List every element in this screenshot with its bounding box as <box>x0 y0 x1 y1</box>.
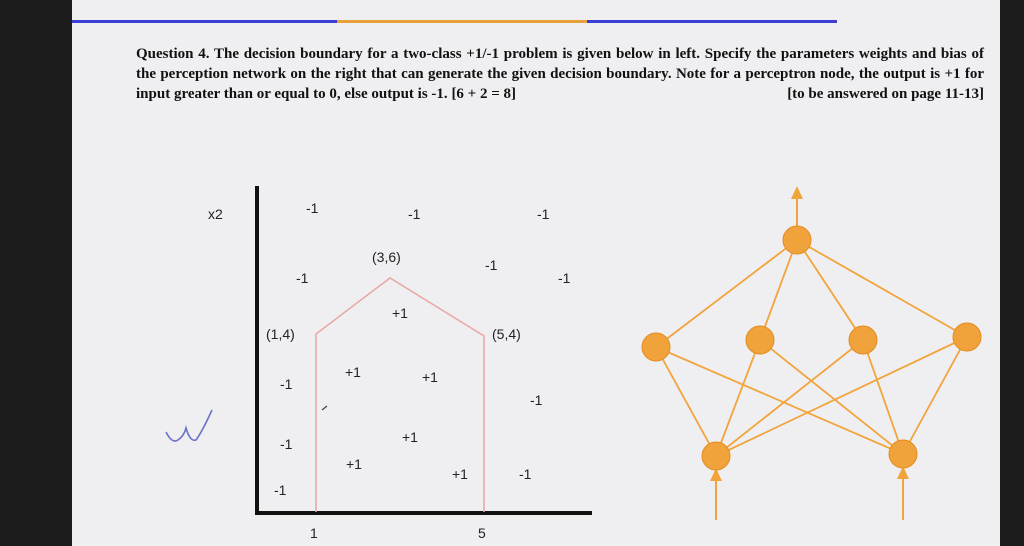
region-label: -1 <box>274 482 287 498</box>
stray-mark <box>322 406 327 410</box>
vertex-label-1-4: (1,4) <box>266 326 295 342</box>
output-arrow-head-icon <box>791 186 803 199</box>
region-label: +1 <box>345 364 361 380</box>
edge-input-hidden <box>903 337 967 454</box>
region-label: -1 <box>485 257 498 273</box>
region-label: -1 <box>306 200 319 216</box>
input-node-2 <box>889 440 917 468</box>
input-node-1 <box>702 442 730 470</box>
decision-boundary-plot <box>166 186 592 541</box>
edge-input-hidden <box>656 347 903 454</box>
vertex-label-3-6: (3,6) <box>372 249 401 265</box>
region-label: +1 <box>402 429 418 445</box>
edge-hidden-output <box>656 240 797 347</box>
region-label: +1 <box>346 456 362 472</box>
hidden-node-1 <box>642 333 670 361</box>
perceptron-network <box>642 186 981 520</box>
plot-axes <box>257 186 592 513</box>
edge-hidden-output <box>797 240 863 340</box>
region-label: +1 <box>392 305 408 321</box>
region-label: -1 <box>280 436 293 452</box>
hidden-node-2 <box>746 326 774 354</box>
edge-hidden-output <box>797 240 967 337</box>
region-label: -1 <box>296 270 309 286</box>
x-tick-5: 5 <box>478 525 486 541</box>
handwritten-check-mark <box>166 410 212 441</box>
region-label: +1 <box>422 369 438 385</box>
edge-input-hidden <box>656 347 716 456</box>
x-tick-1: 1 <box>310 525 318 541</box>
question-label: Question 4. <box>136 46 210 62</box>
hidden-node-4 <box>953 323 981 351</box>
region-label: -1 <box>530 392 543 408</box>
output-node <box>783 226 811 254</box>
y-axis-label: x2 <box>208 206 223 222</box>
question-marks: [6 + 2 = 8] <box>451 86 517 102</box>
hidden-node-3 <box>849 326 877 354</box>
question-body: The decision boundary for a two-class +1/-1 problem is given below in left. Specify the parameters weights and bias of the perception network on the right that can generate the given decision boundary. Note for a perceptron node, the output is +1 for input greater than or equal to 0, else output is -1. <box>136 46 984 102</box>
region-label: -1 <box>558 270 571 286</box>
vertex-label-5-4: (5,4) <box>492 326 521 342</box>
region-label: +1 <box>452 466 468 482</box>
region-label: -1 <box>537 206 550 222</box>
edge-input-hidden <box>760 340 903 454</box>
edge-input-hidden <box>863 340 903 454</box>
region-label: -1 <box>408 206 421 222</box>
answer-page-reference: [to be answered on page 11-13] <box>787 86 984 102</box>
region-label: -1 <box>519 466 532 482</box>
region-label: -1 <box>280 376 293 392</box>
